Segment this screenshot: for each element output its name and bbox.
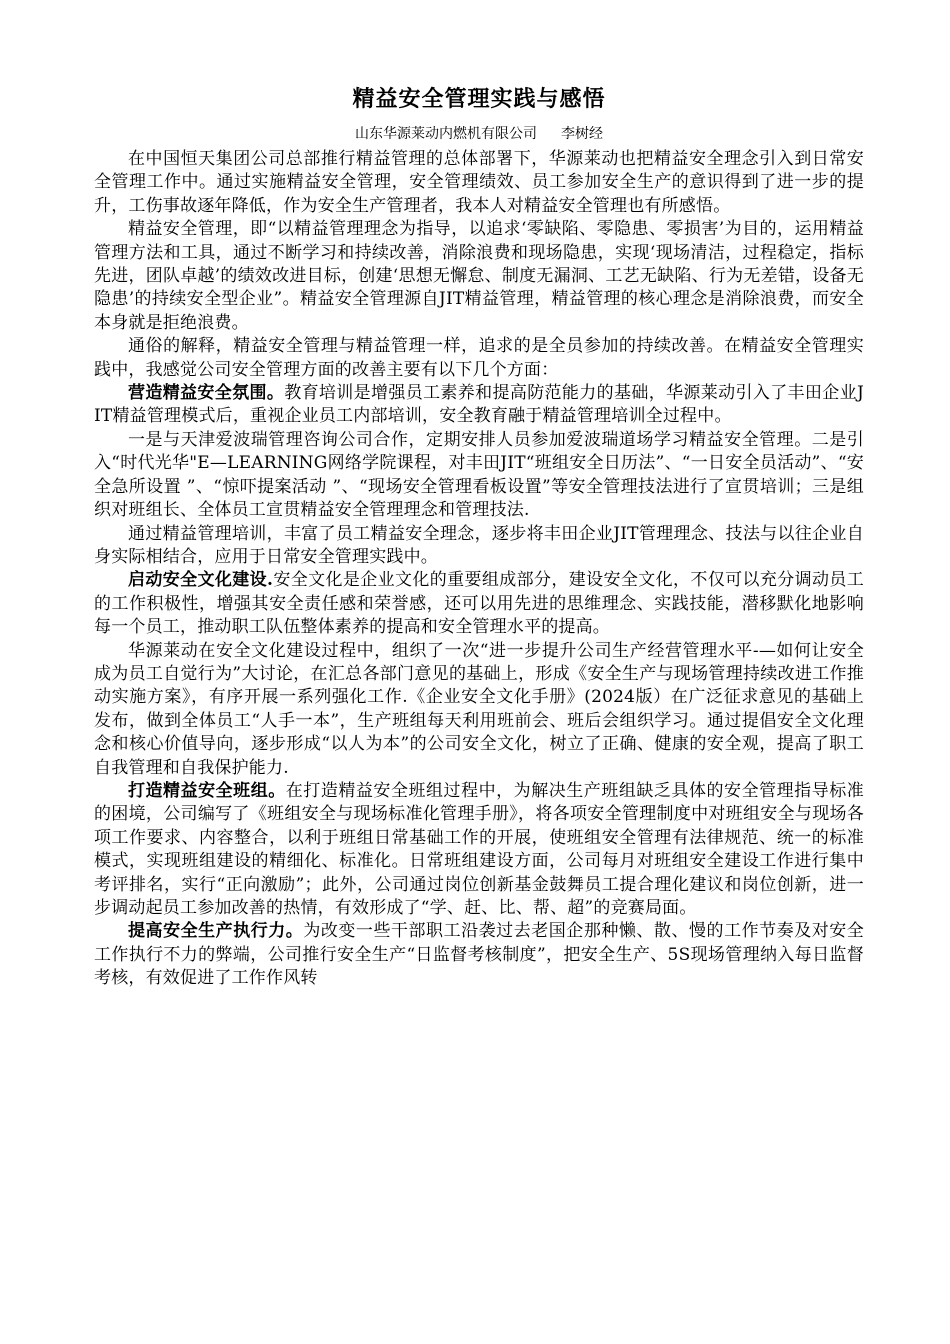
document-title: 精益安全管理实践与感悟 <box>352 86 606 112</box>
paragraph-text: 在打造精益安全班组过程中，为解决生产班组缺乏具体的安全管理指导标准的困境，公司编写了《班组安全与现场标准化管理手册》，将各项安全管理制度中对班组安全与现场各项工作要求、内容整合，以利于班组日常基础工作的开展，使班组安全管理有法律规范、统一的标准模式，实现班组建设的精细化、标准化。日常班组建设方面，公司每月对班组安全建设工作进行集中考评排名，实行“正向激励”；此外，公司通过岗位创新基金鼓舞员工提合理化建议和岗位创新，进一步调动起员工参加改善的热情，有效形成了“学、赶、比、帮、超”的竞赛局面。 <box>94 780 864 918</box>
paragraph-lead: 打造精益安全班组。 <box>128 780 286 801</box>
paragraph-culture <box>94 569 864 639</box>
paragraph-text: 为改变一些干部职工沿袭过去老国企那种懒、散、慢的工作节奏及对安全工作执行不力的弊端，公司推行安全生产“日监督考核制度”，把安全生产、5S现场管理纳入每日监督考核，有效促进了工作作风转 <box>94 921 865 989</box>
paragraph-execution <box>94 920 864 990</box>
paragraph-text: 华源莱动在安全文化建设过程中，组织了一次“进一步提升公司生产经营管理水平-—如何让安全成为员工自觉行为”大讨论，在汇总各部门意见的基础上，形成《安全生产与现场管理持续改进工作推动实施方案》，有序开展一系列强化工作.《企业安全文化手册》(2024版）在广泛征求意见的基础上发布，做到全体员工“人手一本”，生产班组每天利用班前会、班后会组织学习。通过提倡安全文化理念和核心价值导向，逐步形成“以人为本”的公司安全文化，树立了正确、健康的安全观，提高了职工自我管理和自我保护能力. <box>94 640 864 778</box>
author-name: 李树经 <box>561 126 603 142</box>
paragraph-text: 精益安全管理，即“以精益管理理念为指导，以追求‘零缺陷、零隐患、零损害’为目的，运用精益管理方法和工具，通过不断学习和持续改善，消除浪费和现场隐患，实现‘现场清洁，过程稳定，指标先进，团队卓越’的绩效改进目标，创建‘思想无懈怠、制度无漏洞、工艺无缺陷、行为无差错，设备无隐患’的持续安全型企业”。精益安全管理源自JIT精益管理，精益管理的核心理念是消除浪费，而安全本身就是拒绝浪费。 <box>94 219 864 333</box>
paragraph-text: 通过精益管理培训，丰富了员工精益安全理念，逐步将丰田企业JIT管理理念、技法与以往企业自身实际相结合，应用于日常安全管理实践中。 <box>94 523 864 567</box>
document-page <box>94 84 864 991</box>
paragraph-training-result <box>94 523 864 570</box>
byline <box>94 124 864 144</box>
paragraph-culture-detail <box>94 640 864 780</box>
paragraph-team <box>94 780 864 920</box>
paragraph-text: 通俗的解释，精益安全管理与精益管理一样，追求的是全员参加的持续改善。在精益安全管理实践中，我感觉公司安全管理方面的改善主要有以下几个方面： <box>94 336 864 380</box>
paragraph-lead: 营造精益安全氛围。 <box>128 383 285 404</box>
paragraph-text: 教育培训是增强员工素养和提高防范能力的基础，华源莱动引入了丰田企业JIT精益管理模式后，重视企业员工内部培训，安全教育融于精益管理培训全过程中。 <box>94 383 864 427</box>
paragraph-intro <box>94 148 864 218</box>
paragraph-text: 在中国恒天集团公司总部推行精益管理的总体部署下，华源莱动也把精益安全理念引入到日常安全管理工作中。通过实施精益安全管理，安全管理绩效、员工参加安全生产的意识得到了进一步的提升，工伤事故逐年降低，作为安全生产管理者，我本人对精益安全管理也有所感悟。 <box>94 149 864 216</box>
paragraph-overview <box>94 335 864 382</box>
paragraph-text: 安全文化是企业文化的重要组成部分，建设安全文化，不仅可以充分调动员工的工作积极性，增强其安全责任感和荣誉感，还可以用先进的思维理念、实践技能，潜移默化地影响每一个员工，推动职工队伍整体素养的提高和安全管理水平的提高。 <box>94 570 865 638</box>
paragraph-text: 一是与天津爱波瑞管理咨询公司合作，定期安排人员参加爱波瑞道场学习精益安全管理。二是引入“时代光华"E—LEARNING网络学院课程，对丰田JIT“班组安全日历法”、“一日安全员活动”、“安全急所设置 ”、“惊吓提案活动 ”、“现场安全管理看板设置”等安全管理技法进行了宣贯培训；三是组织对班组长、全体员工宣贯精益安全管理理念和管理技法. <box>94 429 864 521</box>
paragraph-training <box>94 429 864 523</box>
company-name: 山东华源莱动内燃机有限公司 <box>355 126 537 142</box>
paragraph-definition <box>94 218 864 335</box>
paragraph-atmosphere <box>94 382 864 429</box>
paragraph-lead: 提高安全生产执行力。 <box>128 921 304 942</box>
paragraph-lead: 启动安全文化建设. <box>128 570 274 591</box>
